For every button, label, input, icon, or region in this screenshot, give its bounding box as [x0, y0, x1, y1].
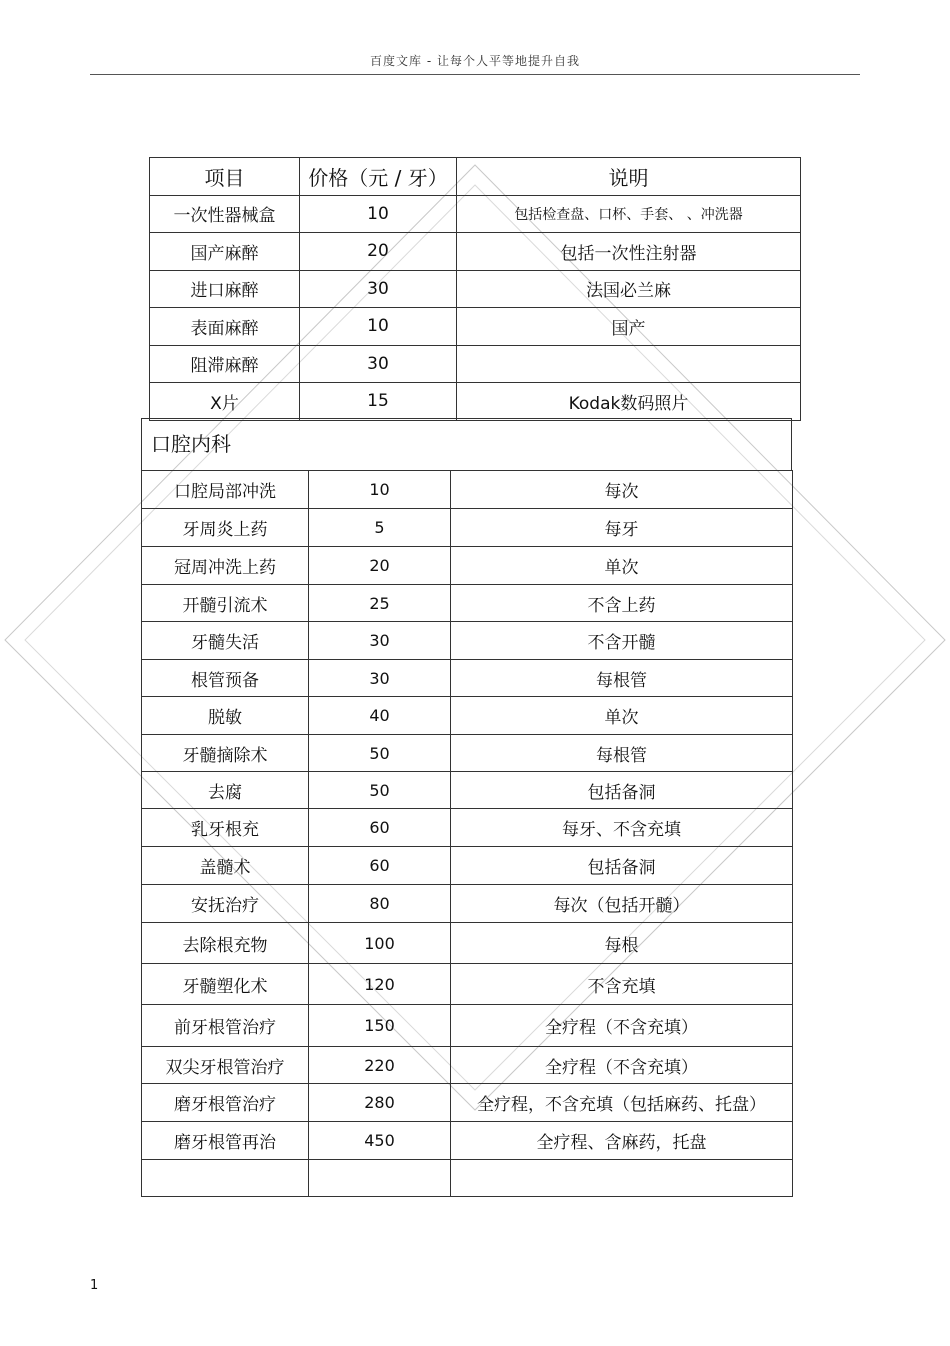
item-note: 包括备洞	[451, 772, 793, 809]
table-row	[142, 585, 793, 622]
item-price: 120	[309, 964, 451, 1005]
item-price: 280	[309, 1084, 451, 1122]
table-row	[142, 622, 793, 660]
item-price: 60	[309, 847, 451, 885]
item-note: 每次（包括开髓）	[451, 885, 793, 923]
item-note: 全疗程、含麻药，托盘	[451, 1122, 793, 1160]
item-note: 每根	[451, 923, 793, 964]
item-name: 牙髓摘除术	[142, 735, 309, 772]
item-name: 进口麻醉	[150, 270, 300, 308]
item-name: 安抚治疗	[142, 885, 309, 923]
item-note: 不含上药	[451, 585, 793, 622]
item-name: 双尖牙根管治疗	[142, 1047, 309, 1084]
item-note: 单次	[451, 547, 793, 585]
header-desc: 说明	[457, 158, 801, 196]
item-price: 10	[309, 471, 451, 509]
table-row	[142, 1160, 793, 1197]
item-price: 50	[309, 735, 451, 772]
item-name: 口腔局部冲洗	[142, 471, 309, 509]
item-price: 25	[309, 585, 451, 622]
item-desc: Kodak数码照片	[457, 383, 801, 421]
item-price: 60	[309, 809, 451, 847]
item-note: 全疗程（不含充填）	[451, 1047, 793, 1084]
item-note: 全疗程，不含充填（包括麻药、托盘）	[451, 1084, 793, 1122]
table-row	[142, 547, 793, 585]
item-desc: 包括一次性注射器	[457, 233, 801, 271]
table-row	[150, 383, 801, 421]
item-name: 冠周冲洗上药	[142, 547, 309, 585]
table-row	[150, 195, 801, 233]
item-name: 牙髓塑化术	[142, 964, 309, 1005]
table-row	[142, 735, 793, 772]
item-name: 去除根充物	[142, 923, 309, 964]
item-name: 一次性器械盒	[150, 195, 300, 233]
item-name: 脱敏	[142, 697, 309, 735]
item-price: 40	[309, 697, 451, 735]
top-price-table	[149, 157, 801, 421]
table-row	[142, 1005, 793, 1047]
item-name	[142, 1160, 309, 1197]
table-row	[150, 345, 801, 383]
item-name: 开髓引流术	[142, 585, 309, 622]
item-desc: 国产	[457, 308, 801, 346]
item-name: X片	[150, 383, 300, 421]
item-name: 牙髓失活	[142, 622, 309, 660]
item-price: 30	[300, 345, 457, 383]
item-name: 磨牙根管治疗	[142, 1084, 309, 1122]
item-desc: 法国必兰麻	[457, 270, 801, 308]
table-row	[150, 233, 801, 271]
table-row	[142, 1047, 793, 1084]
item-price: 450	[309, 1122, 451, 1160]
item-name: 阻滞麻醉	[150, 345, 300, 383]
table-row	[142, 885, 793, 923]
item-desc: 包括检查盘、口杯、手套、 、冲洗器	[457, 195, 801, 233]
table-row	[142, 509, 793, 547]
table-row	[142, 1084, 793, 1122]
item-name: 表面麻醉	[150, 308, 300, 346]
item-note	[451, 1160, 793, 1197]
item-note: 单次	[451, 697, 793, 735]
item-name: 盖髓术	[142, 847, 309, 885]
item-price: 30	[309, 660, 451, 697]
table-row	[150, 270, 801, 308]
item-note: 不含开髓	[451, 622, 793, 660]
item-price: 30	[300, 270, 457, 308]
item-note: 每牙、不含充填	[451, 809, 793, 847]
header-item: 项目	[150, 158, 300, 196]
page-header: 百度文库 - 让每个人平等地提升自我	[370, 54, 580, 68]
section-oral-medicine	[141, 418, 792, 1197]
section-title: 口腔内科	[141, 418, 792, 470]
item-price: 220	[309, 1047, 451, 1084]
item-price: 100	[309, 923, 451, 964]
table-row	[142, 697, 793, 735]
item-note: 每根管	[451, 660, 793, 697]
item-price: 15	[300, 383, 457, 421]
section-price-table	[141, 470, 793, 1197]
item-note: 不含充填	[451, 964, 793, 1005]
item-price	[309, 1160, 451, 1197]
item-name: 牙周炎上药	[142, 509, 309, 547]
table-row	[142, 964, 793, 1005]
item-price: 150	[309, 1005, 451, 1047]
item-note: 每牙	[451, 509, 793, 547]
header-price: 价格（元 / 牙）	[300, 158, 457, 196]
item-note: 全疗程（不含充填）	[451, 1005, 793, 1047]
item-price: 30	[309, 622, 451, 660]
page-number: 1	[90, 1278, 99, 1293]
table-row	[142, 847, 793, 885]
item-name: 根管预备	[142, 660, 309, 697]
table-row	[142, 660, 793, 697]
table-header-row	[150, 158, 801, 196]
item-price: 10	[300, 308, 457, 346]
item-price: 10	[300, 195, 457, 233]
item-name: 乳牙根充	[142, 809, 309, 847]
item-note: 每根管	[451, 735, 793, 772]
item-price: 80	[309, 885, 451, 923]
table-row	[142, 471, 793, 509]
table-row	[150, 308, 801, 346]
table-row	[142, 772, 793, 809]
item-name: 去腐	[142, 772, 309, 809]
item-desc	[457, 345, 801, 383]
item-price: 5	[309, 509, 451, 547]
item-note: 包括备洞	[451, 847, 793, 885]
item-price: 20	[300, 233, 457, 271]
item-price: 20	[309, 547, 451, 585]
item-name: 前牙根管治疗	[142, 1005, 309, 1047]
table-row	[142, 809, 793, 847]
item-note: 每次	[451, 471, 793, 509]
item-name: 国产麻醉	[150, 233, 300, 271]
item-name: 磨牙根管再治	[142, 1122, 309, 1160]
table-row	[142, 1122, 793, 1160]
item-price: 50	[309, 772, 451, 809]
table-row	[142, 923, 793, 964]
